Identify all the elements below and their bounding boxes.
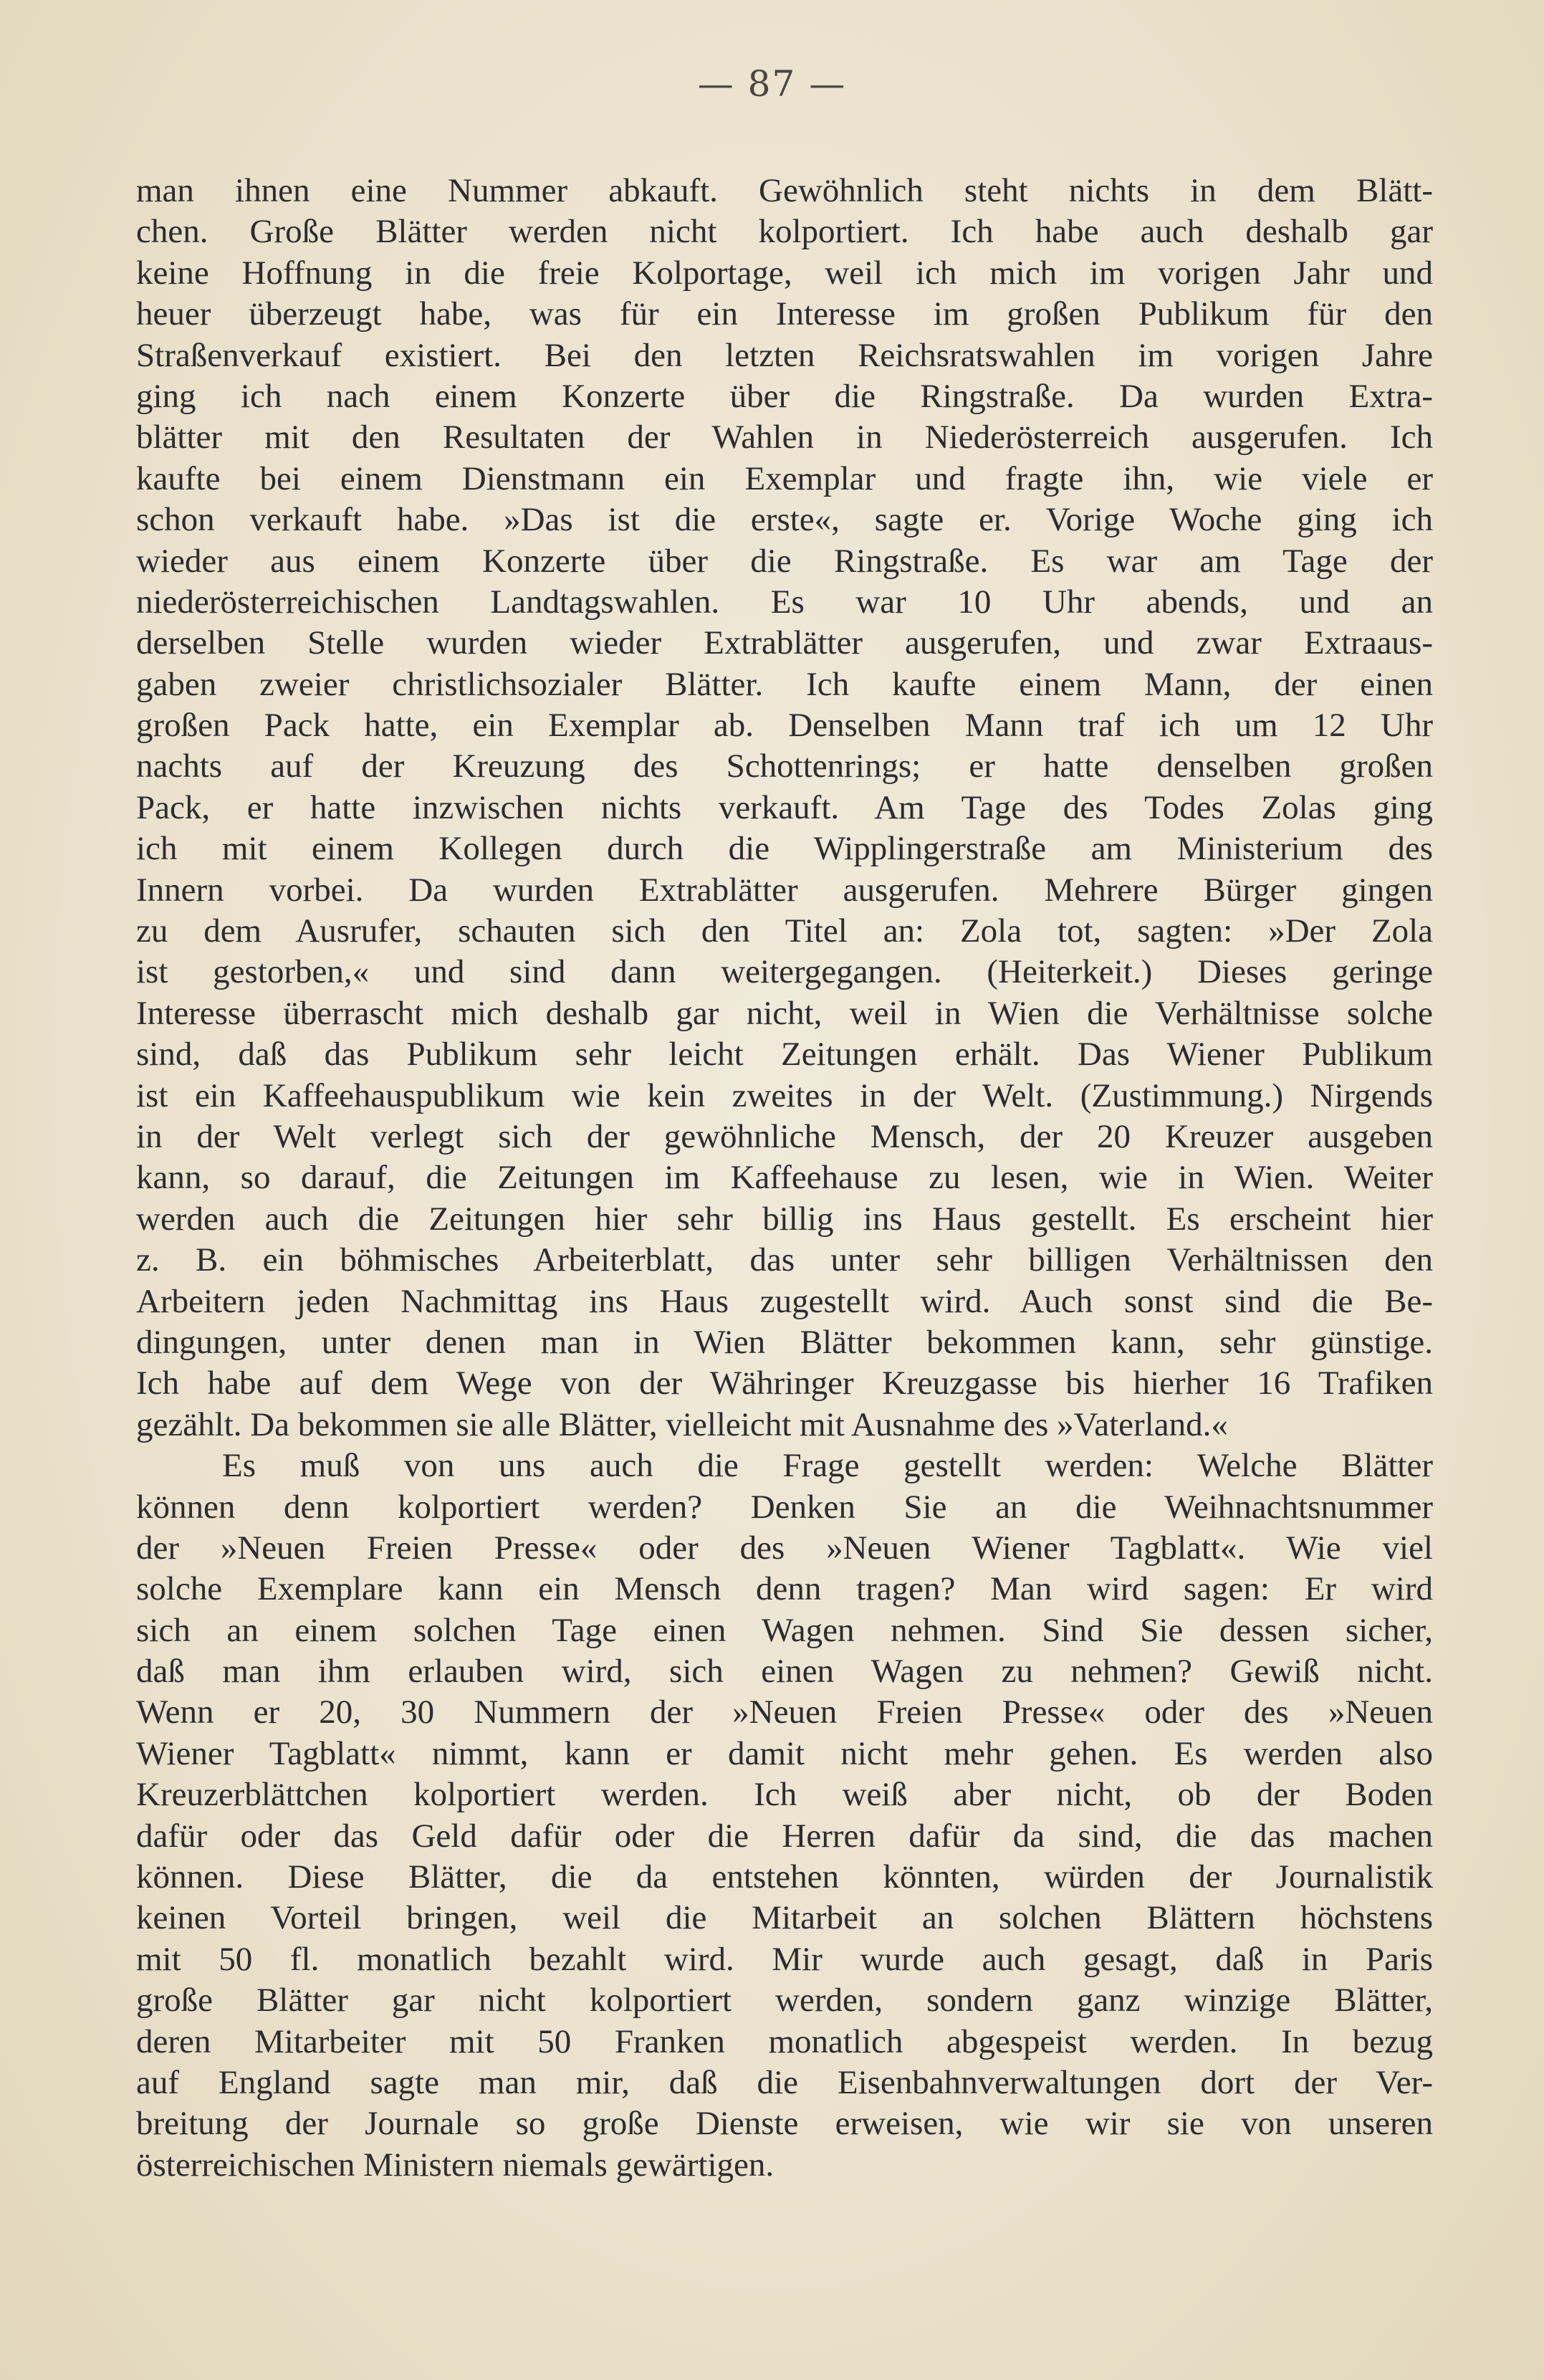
text-line: daß man ihm erlauben wird, sich einen Wagen zu nehmen? Gewiß nicht. — [136, 1653, 1433, 1691]
text-line: Wenn er 20, 30 Nummern der »Neuen Freien Presse« oder des »Neuen — [136, 1693, 1433, 1731]
text-line: dingungen, unter denen man in Wien Blätter bekommen kann, sehr günstige. — [136, 1323, 1433, 1361]
text-line: werden auch die Zeitungen hier sehr billig ins Haus gestellt. Es erscheint hier — [136, 1200, 1433, 1238]
text-line: sind, daß das Publikum sehr leicht Zeitungen erhält. Das Wiener Publikum — [136, 1036, 1433, 1074]
text-line: Straßenverkauf existiert. Bei den letzten Reichsratswahlen im vorigen Jahre — [136, 336, 1433, 374]
text-line: wieder aus einem Konzerte über die Ringstraße. Es war am Tage der — [136, 542, 1433, 580]
text-line: schon verkauft habe. »Das ist die erste«, sagte er. Vorige Woche ging ich — [136, 501, 1433, 539]
text-line: Pack, er hatte inzwischen nichts verkauft. Am Tage des Todes Zolas ging — [136, 788, 1433, 826]
text-line: der »Neuen Freien Presse« oder des »Neuen Wiener Tagblatt«. Wie viel — [136, 1529, 1433, 1567]
text-line: ich mit einem Kollegen durch die Wipplingerstraße am Ministerium des — [136, 830, 1433, 868]
text-line: zu dem Ausrufer, schauten sich den Titel an: Zola tot, sagten: »Der Zola — [136, 912, 1433, 950]
text-line: gezählt. Da bekommen sie alle Blätter, vielleicht mit Ausnahme des »Vaterland.« — [136, 1405, 1228, 1443]
text-line: Ich habe auf dem Wege von der Währinger Kreuzgasse bis hierher 16 Trafiken — [136, 1365, 1433, 1402]
text-line: in der Welt verlegt sich der gewöhnliche Mensch, der 20 Kreuzer ausgeben — [136, 1117, 1433, 1155]
text-line: ging ich nach einem Konzerte über die Ringstraße. Da wurden Extra- — [136, 377, 1433, 415]
text-line: mit 50 fl. monatlich bezahlt wird. Mir wurde auch gesagt, daß in Paris — [136, 1940, 1433, 1978]
text-line: können denn kolportiert werden? Denken Sie an die Weihnachtsnummer — [136, 1488, 1433, 1526]
text-line: Arbeitern jeden Nachmittag ins Haus zugestellt wird. Auch sonst sind die Be- — [136, 1282, 1433, 1320]
text-line: breitung der Journale so große Dienste erweisen, wie wir sie von unseren — [136, 2105, 1433, 2143]
text-line: keinen Vorteil bringen, weil die Mitarbeit an solchen Blättern höchstens — [136, 1899, 1433, 1937]
text-line: Kreuzerblättchen kolportiert werden. Ich weiß aber nicht, ob der Boden — [136, 1776, 1433, 1814]
text-line: heuer überzeugt habe, was für ein Interesse im großen Publikum für den — [136, 295, 1433, 333]
text-line: z. B. ein böhmisches Arbeiterblatt, das unter sehr billigen Verhältnissen den — [136, 1241, 1433, 1279]
text-line: ist ein Kaffeehauspublikum wie kein zweites in der Welt. (Zustimmung.) Nirgends — [136, 1076, 1433, 1114]
text-line: sich an einem solchen Tage einen Wagen nehmen. Sind Sie dessen sicher, — [136, 1611, 1433, 1649]
text-line: große Blätter gar nicht kolportiert werden, sondern ganz winzige Blätter, — [136, 1982, 1433, 2020]
text-line: man ihnen eine Nummer abkauft. Gewöhnlich steht nichts in dem Blätt- — [136, 172, 1433, 209]
text-line: niederösterreichischen Landtagswahlen. Es war 10 Uhr abends, und an — [136, 583, 1433, 621]
text-line: kaufte bei einem Dienstmann ein Exemplar und fragte ihn, wie viele er — [136, 459, 1433, 497]
text-line: nachts auf der Kreuzung des Schottenrings; er hatte denselben großen — [136, 747, 1433, 785]
text-line: ist gestorben,« und sind dann weitergegangen. (Heiterkeit.) Dieses geringe — [136, 953, 1433, 991]
text-line: derselben Stelle wurden wieder Extrablätter ausgerufen, und zwar Extraaus- — [136, 624, 1433, 662]
text-line: solche Exemplare kann ein Mensch denn tragen? Man wird sagen: Er wird — [136, 1570, 1433, 1608]
text-line: Interesse überrascht mich deshalb gar nicht, weil in Wien die Verhältnisse solche — [136, 994, 1433, 1032]
text-line: keine Hoffnung in die freie Kolportage, weil ich mich im vorigen Jahr und — [136, 254, 1433, 292]
text-line: blätter mit den Resultaten der Wahlen in Niederösterreich ausgerufen. Ich — [136, 419, 1433, 457]
text-line: können. Diese Blätter, die da entstehen könnten, würden der Journalistik — [136, 1858, 1433, 1896]
text-line: dafür oder das Geld dafür oder die Herren dafür da sind, die das machen — [136, 1817, 1433, 1855]
text-line: Wiener Tagblatt« nimmt, kann er damit nicht mehr gehen. Es werden also — [136, 1734, 1433, 1772]
text-line: deren Mitarbeiter mit 50 Franken monatlich abgespeist werden. In bezug — [136, 2022, 1433, 2060]
text-line: chen. Große Blätter werden nicht kolportiert. Ich habe auch deshalb gar — [136, 213, 1433, 251]
body-text — [136, 171, 1433, 2186]
page-number: — 87 — — [697, 63, 847, 105]
text-line: auf England sagte man mir, daß die Eisenbahnverwaltungen dort der Ver- — [136, 2063, 1433, 2101]
text-line: gaben zweier christlichsozialer Blätter. Ich kaufte einem Mann, der einen — [136, 665, 1433, 703]
text-line: österreichischen Ministern niemals gewärtigen. — [136, 2146, 775, 2184]
text-line: Es muß von uns auch die Frage gestellt werden: Welche Blätter — [222, 1447, 1433, 1485]
text-line: Innern vorbei. Da wurden Extrablätter ausgerufen. Mehrere Bürger gingen — [136, 871, 1433, 909]
text-line: kann, so darauf, die Zeitungen im Kaffeehause zu lesen, wie in Wien. Weiter — [136, 1159, 1433, 1197]
text-line: großen Pack hatte, ein Exemplar ab. Denselben Mann traf ich um 12 Uhr — [136, 707, 1433, 745]
